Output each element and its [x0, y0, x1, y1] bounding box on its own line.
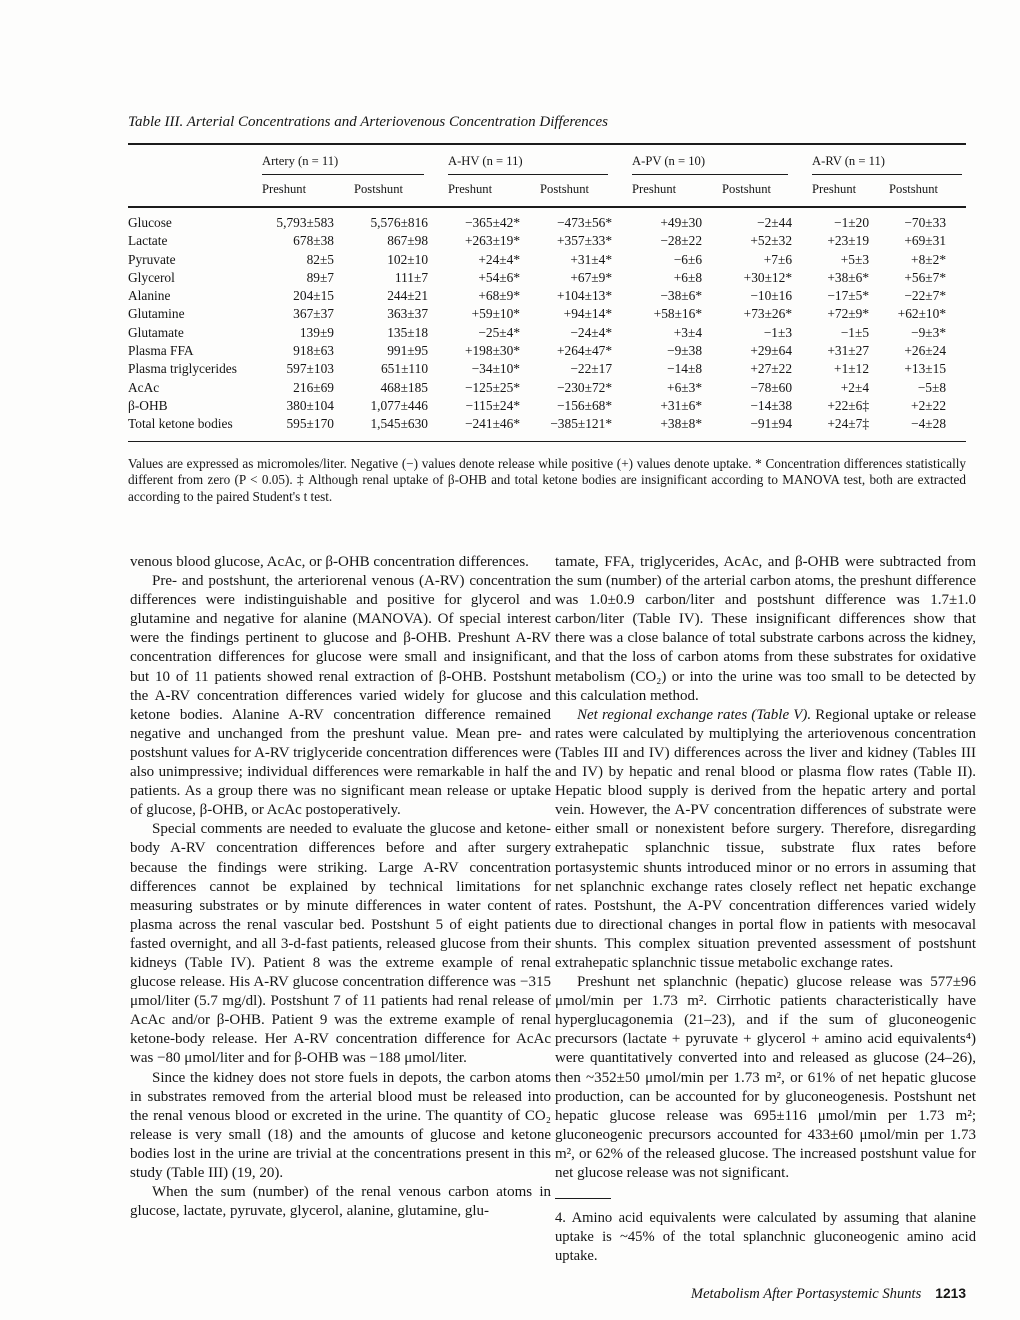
value-cell: +73±26* [743, 306, 793, 322]
body-column-right [555, 553, 976, 1266]
table-row [128, 269, 966, 287]
subheader-preshunt: Preshunt [448, 175, 540, 207]
column-group-row [128, 144, 966, 175]
value-cell: +31±6* [660, 397, 703, 413]
body-column-left [130, 553, 551, 1221]
value-cell: +54±6* [478, 269, 521, 285]
paragraph: venous blood glucose, AcAc, or β-OHB concentration differences. [130, 554, 529, 570]
value-cell: −9±38 [667, 343, 703, 359]
value-cell: +31±4* [570, 251, 613, 267]
value-cell: +13±15 [904, 361, 947, 377]
row-label-cell: β-OHB [128, 397, 168, 413]
group-label: A-PV (n = 10) [632, 154, 788, 175]
value-cell: +49±30 [660, 215, 703, 230]
value-cell: 82±5 [306, 251, 334, 267]
value-cell: +7±6 [763, 251, 793, 267]
value-cell: −365±42* [464, 215, 521, 230]
value-cell: −38±6* [660, 288, 703, 304]
value-cell: +62±10* [897, 306, 947, 322]
value-cell: 363±37 [387, 306, 429, 322]
value-cell: 89±7 [306, 269, 334, 285]
subheader-postshunt: Postshunt [540, 175, 632, 207]
value-cell: +357±33* [556, 233, 613, 249]
value-cell: +29±64 [750, 343, 793, 359]
value-cell: −2±44 [757, 215, 793, 230]
value-cell: 918±63 [293, 343, 334, 359]
value-cell: 111±7 [394, 269, 429, 285]
value-cell: 468±185 [380, 379, 429, 395]
group-header-ahv [448, 144, 632, 175]
table-iii [128, 143, 966, 442]
value-cell: +2±4 [840, 379, 870, 395]
value-cell: −70±33 [904, 215, 947, 230]
value-cell: −14±38 [750, 397, 793, 413]
value-cell: 5,793±583 [276, 215, 334, 230]
subheader-preshunt: Preshunt [262, 175, 354, 207]
row-label-cell: Glucose [128, 215, 172, 230]
value-cell: −22±7* [904, 288, 947, 304]
row-label-cell: Glutamine [128, 306, 185, 322]
value-cell: +6±8 [673, 269, 703, 285]
table-row [128, 342, 966, 360]
page-number: 1213 [935, 1286, 966, 1301]
subheader-postshunt: Postshunt [354, 175, 448, 207]
value-cell: 204±15 [293, 288, 334, 304]
row-label-cell: Glutamate [128, 324, 184, 340]
row-label-cell: Lactate [128, 233, 168, 249]
value-cell: 1,545±630 [370, 416, 429, 432]
value-cell: 135±18 [387, 324, 429, 340]
page-footer [546, 1286, 966, 1303]
value-cell: +30±12* [743, 269, 793, 285]
value-cell: +52±32 [750, 233, 793, 249]
group-label: Artery (n = 11) [262, 154, 424, 175]
value-cell: 244±21 [387, 288, 429, 304]
value-cell: −125±25* [464, 379, 521, 395]
value-cell: −1±5 [840, 324, 870, 340]
value-cell: +22±6‡ [827, 397, 870, 413]
value-cell: 5,576±816 [370, 215, 429, 230]
value-cell: 216±69 [293, 379, 334, 395]
row-label-cell: Plasma triglycerides [128, 361, 237, 377]
group-header-arv [812, 144, 966, 175]
value-cell: +59±10* [471, 306, 521, 322]
value-cell: +58±16* [653, 306, 703, 322]
table-row [128, 287, 966, 305]
value-cell: +23±19 [827, 233, 870, 249]
section-lead: Net regional exchange rates (Table V). [577, 706, 812, 723]
value-cell: +1±12 [834, 361, 870, 377]
empty-header-cell [128, 144, 262, 175]
value-cell: −156±68* [556, 397, 613, 413]
running-title: Metabolism After Portasystemic Shunts [690, 1286, 922, 1302]
value-cell: 367±37 [293, 306, 334, 322]
value-cell: +27±22 [750, 361, 793, 377]
value-cell: +31±27 [827, 343, 870, 359]
value-cell: +38±6* [827, 269, 870, 285]
value-cell: −473±56* [556, 215, 613, 230]
value-cell: 651±110 [380, 361, 429, 377]
value-cell: +38±8* [660, 416, 703, 432]
value-cell: −1±3 [763, 324, 793, 340]
value-cell: +2±22 [911, 397, 947, 413]
value-cell: +94±14* [563, 306, 613, 322]
table-row [128, 207, 966, 232]
subheader-preshunt: Preshunt [812, 175, 889, 207]
paragraph: Pre- and postshunt, the arteriorenal venous (A-RV) concentration differences were indistinguishable and positive for glycerol and glutamine and negative for alanine (MANOVA). Of special interest were the findings pertinent to glucose and β-OHB. Preshunt A-RV concentration differences for glucose were small and insignificant, but 10 of 11 patients showed renal extraction of β-OHB. Postshunt the A-RV concentration differences varied widely for glucose and ketone bodies. Alanine A-RV concentration difference remained negative and unchanged from the preshunt value. Mean pre- and postshunt values for A-RV triglyceride concentration differences were also unimpressive; individual differences were remarkable in half the patients. As a group there was no significant mean release or uptake of glucose, β-OHB, or AcAc postoperatively. [130, 573, 551, 819]
table-iii-section [128, 113, 966, 506]
value-cell: 991±95 [387, 343, 429, 359]
value-cell: −5±8 [917, 379, 947, 395]
group-label: A-RV (n = 11) [812, 154, 962, 175]
table-row [128, 397, 966, 415]
subheader-postshunt: Postshunt [889, 175, 966, 207]
paragraph: tamate, FFA, triglycerides, AcAc, and β-OHB were subtracted from the sum (number) of the arterial carbon atoms, the preshunt difference was 1.0±0.9 carbon/liter and postshunt difference was 1.7±1.0 carbon/liter (Table IV). These insignificant differences show that there was a close balance of total substrate carbons across the kidney, and that the loss of carbon atoms from these substrates for oxidative metabolism (CO₂) or into the urine was too small to be detected by this calculation method. [555, 554, 976, 704]
value-cell: +3±4 [673, 324, 703, 340]
table-row [128, 324, 966, 342]
group-header-artery [262, 144, 448, 175]
value-cell: −91±94 [750, 416, 793, 432]
value-cell: +68±9* [478, 288, 521, 304]
value-cell: +24±4* [478, 251, 521, 267]
group-header-apv [632, 144, 812, 175]
value-cell: −14±8 [667, 361, 703, 377]
row-label-cell: Plasma FFA [128, 343, 194, 359]
table-row [128, 305, 966, 323]
footnote-4: 4. Amino acid equivalents were calculated by assuming that alanine uptake is ~45% of the total splanchnic gluconeogenic amino acid uptake. [555, 1210, 976, 1265]
value-cell: −230±72* [556, 379, 613, 395]
value-cell: 102±10 [387, 251, 429, 267]
value-cell: +264±47* [556, 343, 613, 359]
value-cell: −34±10* [471, 361, 521, 377]
value-cell: −17±5* [827, 288, 870, 304]
paragraph: Preshunt net splanchnic (hepatic) glucose release was 577±96 μmol/min per 1.73 m². Cirrhotic patients characteristically have hyperglucagonemia (21–23), and if the sum of gluconeogenic precursors (lactate + pyruvate + glycerol + amino acid equivalents⁴) were quantitatively converted into and released as glucose (24–26), then ~352±50 μmol/min per 1.73 m², or 61% of net hepatic glucose production, can be accounted for by gluconeogenesis. Postshunt net hepatic glucose release was 695±116 μmol/min per 1.73 m²; gluconeogenic precursors accounted for 433±60 μmol/min per 1.73 m², or 62% of the released glucose. The increased postshunt value for net glucose release was not significant. [555, 974, 976, 1181]
value-cell: +72±9* [827, 306, 870, 322]
paragraph: Since the kidney does not store fuels in depots, the carbon atoms in substrates removed from the arterial blood must be released into the renal venous blood or excreted in the urine. The quantity of CO₂ release is very small (18) and the amounts of glucose and ketone bodies lost in the urine are trivial at the concentrations present in this study (Table III) (19, 20). [130, 1069, 551, 1181]
value-cell: −22±17 [570, 361, 613, 377]
value-cell: 597±103 [286, 361, 334, 377]
row-label-cell: Total ketone bodies [128, 416, 233, 432]
value-cell: 595±170 [286, 416, 334, 432]
value-cell: 139±9 [299, 324, 334, 340]
value-cell: 678±38 [293, 233, 334, 249]
value-cell: −9±3* [911, 324, 947, 340]
value-cell: 380±104 [286, 397, 334, 413]
value-cell: +198±30* [464, 343, 521, 359]
value-cell: −385±121* [550, 416, 613, 432]
paragraph: When the sum (number) of the renal venous carbon atoms in glucose, lactate, pyruvate, glycerol, alanine, glutamine, glu- [130, 1184, 551, 1220]
row-label-cell: AcAc [128, 379, 160, 395]
value-cell: −24±4* [570, 324, 613, 340]
value-cell: +56±7* [904, 269, 947, 285]
subheader-row [128, 175, 966, 207]
subheader-preshunt: Preshunt [632, 175, 722, 207]
value-cell: −241±46* [464, 416, 521, 432]
value-cell: −4±28 [911, 416, 947, 432]
table-footnote: Values are expressed as micromoles/liter. Negative (−) values denote release while positive (+) values denote uptake. * Concentration differences statistically different from zero (P < 0.05). ‡ Although renal uptake of β-OHB and total ketone bodies are insignificant according to MANOVA test, both are extracted according to the paired Student's t test. [128, 455, 966, 505]
value-cell: 867±98 [387, 233, 429, 249]
value-cell: +6±3* [667, 379, 703, 395]
value-cell: −115±24* [465, 397, 521, 413]
row-label-cell: Alanine [128, 288, 171, 304]
value-cell: +8±2* [911, 251, 947, 267]
group-label: A-HV (n = 11) [448, 154, 608, 175]
value-cell: +104±13* [556, 288, 613, 304]
value-cell: +263±19* [464, 233, 521, 249]
value-cell: +5±3 [840, 251, 870, 267]
value-cell: −78±60 [750, 379, 793, 395]
value-cell: −28±22 [660, 233, 703, 249]
value-cell: +69±31 [904, 233, 947, 249]
paragraph-text: Regional uptake or release rates were calculated by multiplying the arteriovenous concentration (Tables III and IV) differences across the liver and kidney (Tables III and IV) by hepatic and renal blood or plasma flow rates (Table II). Hepatic blood supply is derived from the hepatic artery and portal vein. However, the A-PV concentration differences of substrate were either small or nonexistent before surgery. Therefore, disregarding extrahepatic splanchnic tissue, substrate flux rates before portasystemic shunts introduced minor or no errors in assuming that net splanchnic exchange rates closely reflect net hepatic exchange rates. Postshunt, the A-PV concentration differences varied widely due to directional changes in portal flow in patients with mesocaval shunts. This complex situation prevented assessment of postshunt extrahepatic splanchnic tissue metabolic exchange rates. [555, 706, 976, 971]
table-title: Table III. Arterial Concentrations and Arteriovenous Concentration Differences [128, 114, 608, 130]
value-cell: +67±9* [570, 269, 613, 285]
row-label-cell: Glycerol [128, 269, 175, 285]
value-cell: −10±16 [750, 288, 793, 304]
subheader-postshunt: Postshunt [722, 175, 812, 207]
value-cell: −6±6 [673, 251, 703, 267]
table-row [128, 415, 966, 441]
table-row [128, 251, 966, 269]
table-row [128, 232, 966, 250]
value-cell: 1,077±446 [370, 397, 429, 413]
value-cell: −1±20 [834, 215, 870, 230]
paragraph: Special comments are needed to evaluate the glucose and ketone-body A-RV concentration differences before and after surgery because the findings were striking. Large A-RV concentration differences cannot be explained by technical limitations for measuring substrates or by minute differences in water content of plasma across the renal vascular bed. Postshunt 5 of eight patients fasted overnight, and all 3-d-fast patients, released glucose from their kidneys (Table IV). Patient 8 was the extreme example of renal glucose release. His A-RV glucose concentration difference was −315 μmol/liter (5.7 mg/dl). Postshunt 7 of 11 patients had renal release of AcAc and/or β-OHB. Patient 9 was the extreme example of renal ketone-body release. Her A-RV concentration difference for AcAc was −80 μmol/liter and for β-OHB was −188 μmol/liter. [130, 821, 551, 1067]
value-cell: +24±7‡ [827, 416, 870, 432]
paragraph [555, 706, 976, 973]
empty-header-cell [128, 175, 262, 207]
value-cell: +26±24 [904, 343, 947, 359]
value-cell: −25±4* [478, 324, 521, 340]
table-row [128, 379, 966, 397]
row-label-cell: Pyruvate [128, 251, 176, 267]
table-row [128, 360, 966, 378]
footnote-separator [555, 1198, 611, 1199]
